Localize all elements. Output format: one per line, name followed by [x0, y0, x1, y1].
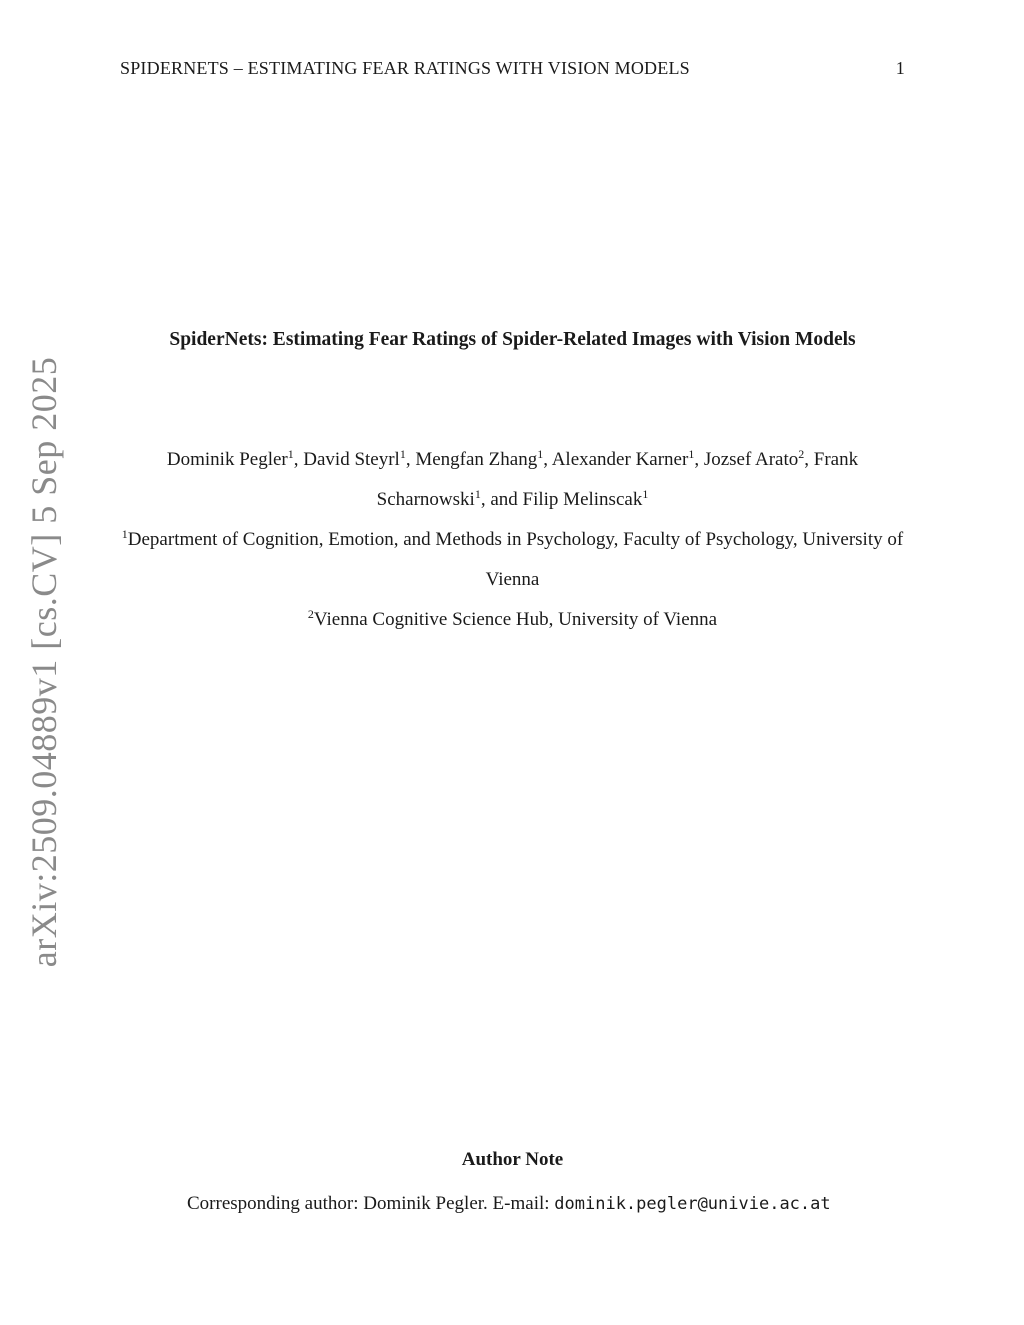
- author-name: Mengfan Zhang: [415, 449, 538, 470]
- running-head: [120, 58, 905, 84]
- page-number: 1: [895, 58, 905, 78]
- author-affil-mark: 1: [474, 487, 481, 501]
- author-affil-mark: 1: [537, 447, 544, 461]
- author-affil-mark: 1: [688, 447, 695, 461]
- author-affil-mark: 1: [399, 447, 406, 461]
- affiliation-text: Vienna Cognitive Science Hub, University of Vienna: [313, 609, 718, 630]
- affiliation-mark: 2: [307, 607, 314, 621]
- author-name: Alexander Karner: [551, 449, 689, 470]
- author-affil-mark: 1: [287, 447, 294, 461]
- affiliation-mark: 1: [121, 527, 128, 541]
- author-list: Dominik Pegler$^1$, David Steyrl$^1$, Mengfan Zhang$^1$, Alexander Karner$^1$, Jozsef Arato$^2$, Frank Scharnowski$^1$, and Filip Melinscak$^1$: [166, 447, 859, 510]
- author-conjunction: and: [490, 489, 518, 510]
- running-head-title: SPIDERNETS – ESTIMATING FEAR RATINGS WITH VISION MODELS: [120, 58, 690, 78]
- author-note-text: Corresponding author: Dominik Pegler. E-mail:: [187, 1193, 550, 1214]
- author-name: Frank Scharnowski: [376, 449, 859, 510]
- arxiv-stamp: arXiv:2509.04889v1 [cs.CV] 5 Sep 2025: [24, 356, 64, 968]
- author-affil-mark: 1: [642, 487, 649, 501]
- author-note-heading: Author Note: [461, 1149, 564, 1170]
- author-note-body: [187, 1184, 907, 1224]
- paper-title: SpiderNets: Estimating Fear Ratings of Spider-Related Images with Vision Models: [169, 329, 856, 350]
- author-name: Filip Melinscak: [522, 489, 643, 510]
- author-name: David Steyrl: [303, 449, 400, 470]
- affiliation-text: Department of Cognition, Emotion, and Methods in Psychology, Faculty of Psychology, University of Vienna: [127, 529, 904, 590]
- affiliation-1: [115, 520, 910, 600]
- affiliation-2: [115, 600, 910, 640]
- author-name: Jozsef Arato: [703, 449, 799, 470]
- author-name: Dominik Pegler: [166, 449, 288, 470]
- author-affil-mark: 2: [798, 447, 805, 461]
- corresponding-email: dominik.pegler@univie.ac.at: [554, 1194, 831, 1214]
